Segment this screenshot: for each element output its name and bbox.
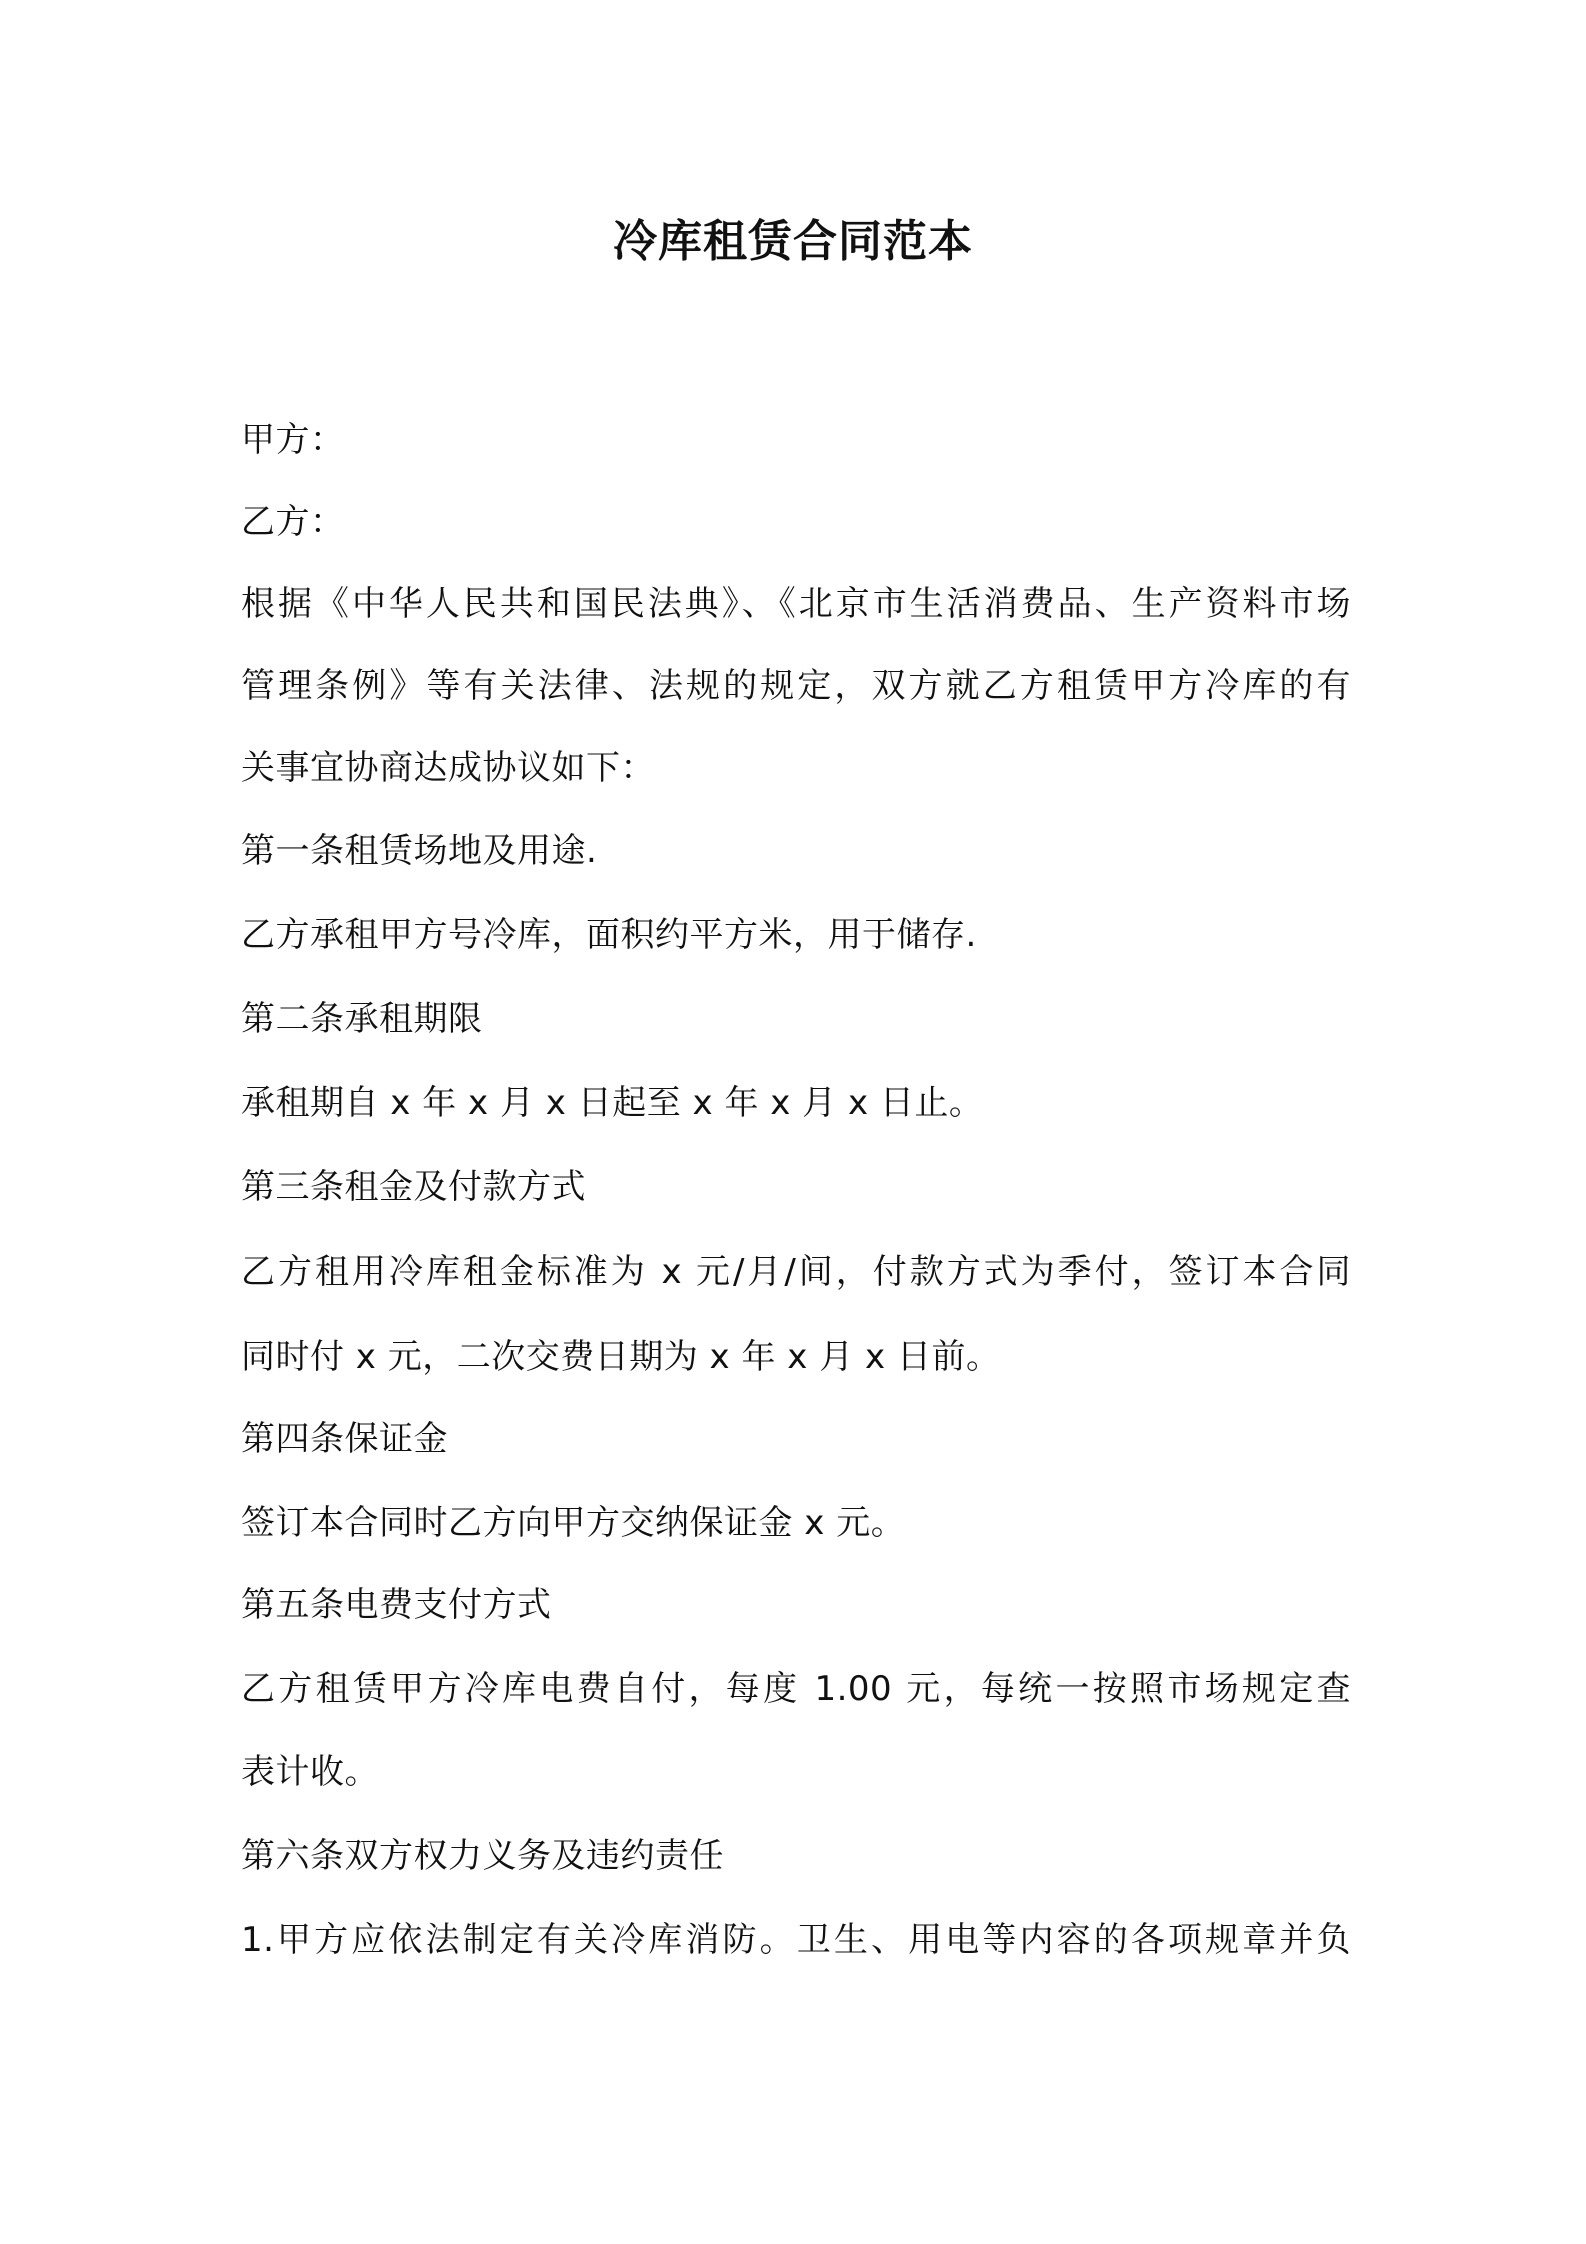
article-5-body-line-2: 表计收。 <box>241 1752 379 1792</box>
article-2-body: 承租期自 x 年 x 月 x 日起至 x 年 x 月 x 日止。 <box>241 1083 984 1123</box>
article-3-heading: 第三条租金及付款方式 <box>241 1167 586 1207</box>
preamble-line-2: 管理条例》等有关法律、法规的规定，双方就乙方租赁甲方冷库的有 <box>241 666 1351 706</box>
article-4-heading: 第四条保证金 <box>241 1419 448 1459</box>
party-b-line: 乙方： <box>241 502 345 542</box>
preamble-line-3: 关事宜协商达成协议如下： <box>241 748 655 788</box>
article-1-heading: 第一条租赁场地及用途. <box>241 831 598 871</box>
party-a-line: 甲方： <box>241 420 345 460</box>
article-2-heading: 第二条承租期限 <box>241 999 483 1039</box>
preamble-line-1: 根据《中华人民共和国民法典》、《北京市生活消费品、生产资料市场 <box>241 584 1351 624</box>
article-5-heading: 第五条电费支付方式 <box>241 1585 552 1625</box>
article-6-heading: 第六条双方权力义务及违约责任 <box>241 1836 724 1876</box>
article-3-body-line-1: 乙方租用冷库租金标准为 x 元/月/间，付款方式为季付，签订本合同 <box>241 1252 1351 1292</box>
article-4-body: 签订本合同时乙方向甲方交纳保证金 x 元。 <box>241 1503 906 1543</box>
article-5-body-line-1: 乙方租赁甲方冷库电费自付，每度 1.00 元，每统一按照市场规定查 <box>241 1669 1351 1709</box>
article-1-body: 乙方承租甲方号冷库，面积约平方米，用于储存. <box>241 915 977 955</box>
article-3-body-line-2: 同时付 x 元，二次交费日期为 x 年 x 月 x 日前。 <box>241 1337 1001 1377</box>
article-6-item-1: 1.甲方应依法制定有关冷库消防。卫生、用电等内容的各项规章并负 <box>241 1920 1351 1960</box>
document-title: 冷库租赁合同范本 <box>613 216 973 267</box>
